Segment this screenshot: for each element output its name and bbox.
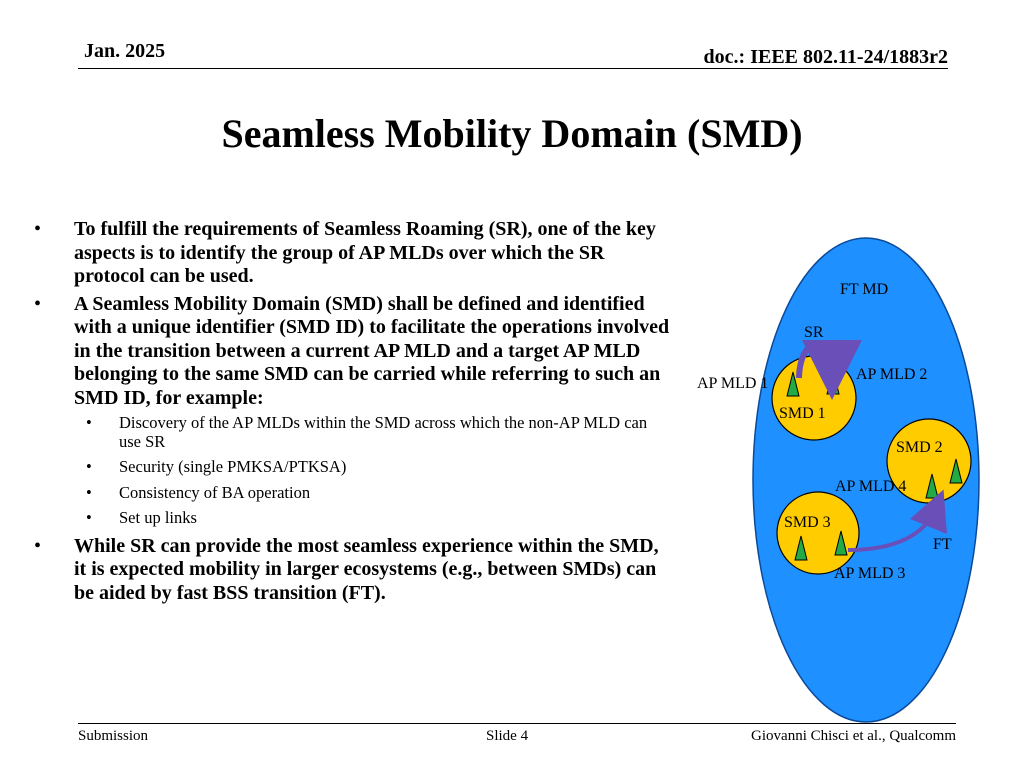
footer-divider (78, 723, 956, 724)
footer-authors: Giovanni Chisci et al., Qualcomm (751, 728, 956, 744)
sr-label: SR (804, 324, 824, 341)
bullet-marker: • (34, 218, 42, 240)
smd-1-circle (772, 356, 856, 440)
sub-bullet-marker: • (86, 508, 92, 527)
smd-3-circle (777, 492, 859, 574)
sub-bullet-text: Security (single PMKSA/PTKSA) (119, 457, 347, 476)
sub-bullet-marker: • (86, 482, 92, 502)
header-date: Jan. 2025 (84, 40, 166, 62)
sub-bullet-text: Set up links (119, 508, 197, 527)
ap-mld-3-label: AP MLD 3 (834, 565, 906, 582)
ap-mld-1-label: AP MLD 1 (697, 375, 769, 392)
sub-bullet-text: Discovery of the AP MLDs within the SMD across which the non-AP MLD can use SR (119, 413, 648, 451)
sub-bullet-text: Consistency of BA operation (119, 482, 311, 502)
sub-bullet-marker: • (86, 457, 92, 476)
footer-submission: Submission (78, 728, 149, 744)
bullet-text: A Seamless Mobility Domain (SMD) shall be defined and identified with a unique identifier (SMD ID) to facilitate the operations involved in the transition between a current AP MLD and a target AP MLD belonging to the same SMD can be carried while referring to such an SMD ID, for example: (74, 292, 670, 409)
ap-mld-2-label: AP MLD 2 (856, 366, 928, 383)
slide-title: Seamless Mobility Domain (SMD) (221, 111, 803, 156)
bullet-marker: • (34, 292, 42, 315)
bullet-text: To fulfill the requirements of Seamless Roaming (SR), one of the key aspects is to identify the group of AP MLDs over which the SR protocol can be used. (74, 218, 656, 287)
smd-2-label: SMD 2 (896, 439, 943, 456)
bullet-marker: • (34, 534, 42, 557)
ft-md-label: FT MD (840, 281, 889, 298)
sub-bullet-marker: • (86, 413, 92, 432)
ap-mld-4-label: AP MLD 4 (835, 478, 907, 495)
bullet-text: While SR can provide the most seamless experience within the SMD, it is expected mobility in larger ecosystems (e.g., between SMDs) can be aided by fast BSS transition (FT). (74, 534, 659, 604)
footer-slide-number: Slide 4 (486, 728, 529, 744)
smd-3-label: SMD 3 (784, 514, 831, 531)
ft-label: FT (933, 536, 952, 553)
header-doc-id: doc.: IEEE 802.11-24/1883r2 (703, 46, 948, 68)
smd-1-label: SMD 1 (779, 405, 826, 422)
